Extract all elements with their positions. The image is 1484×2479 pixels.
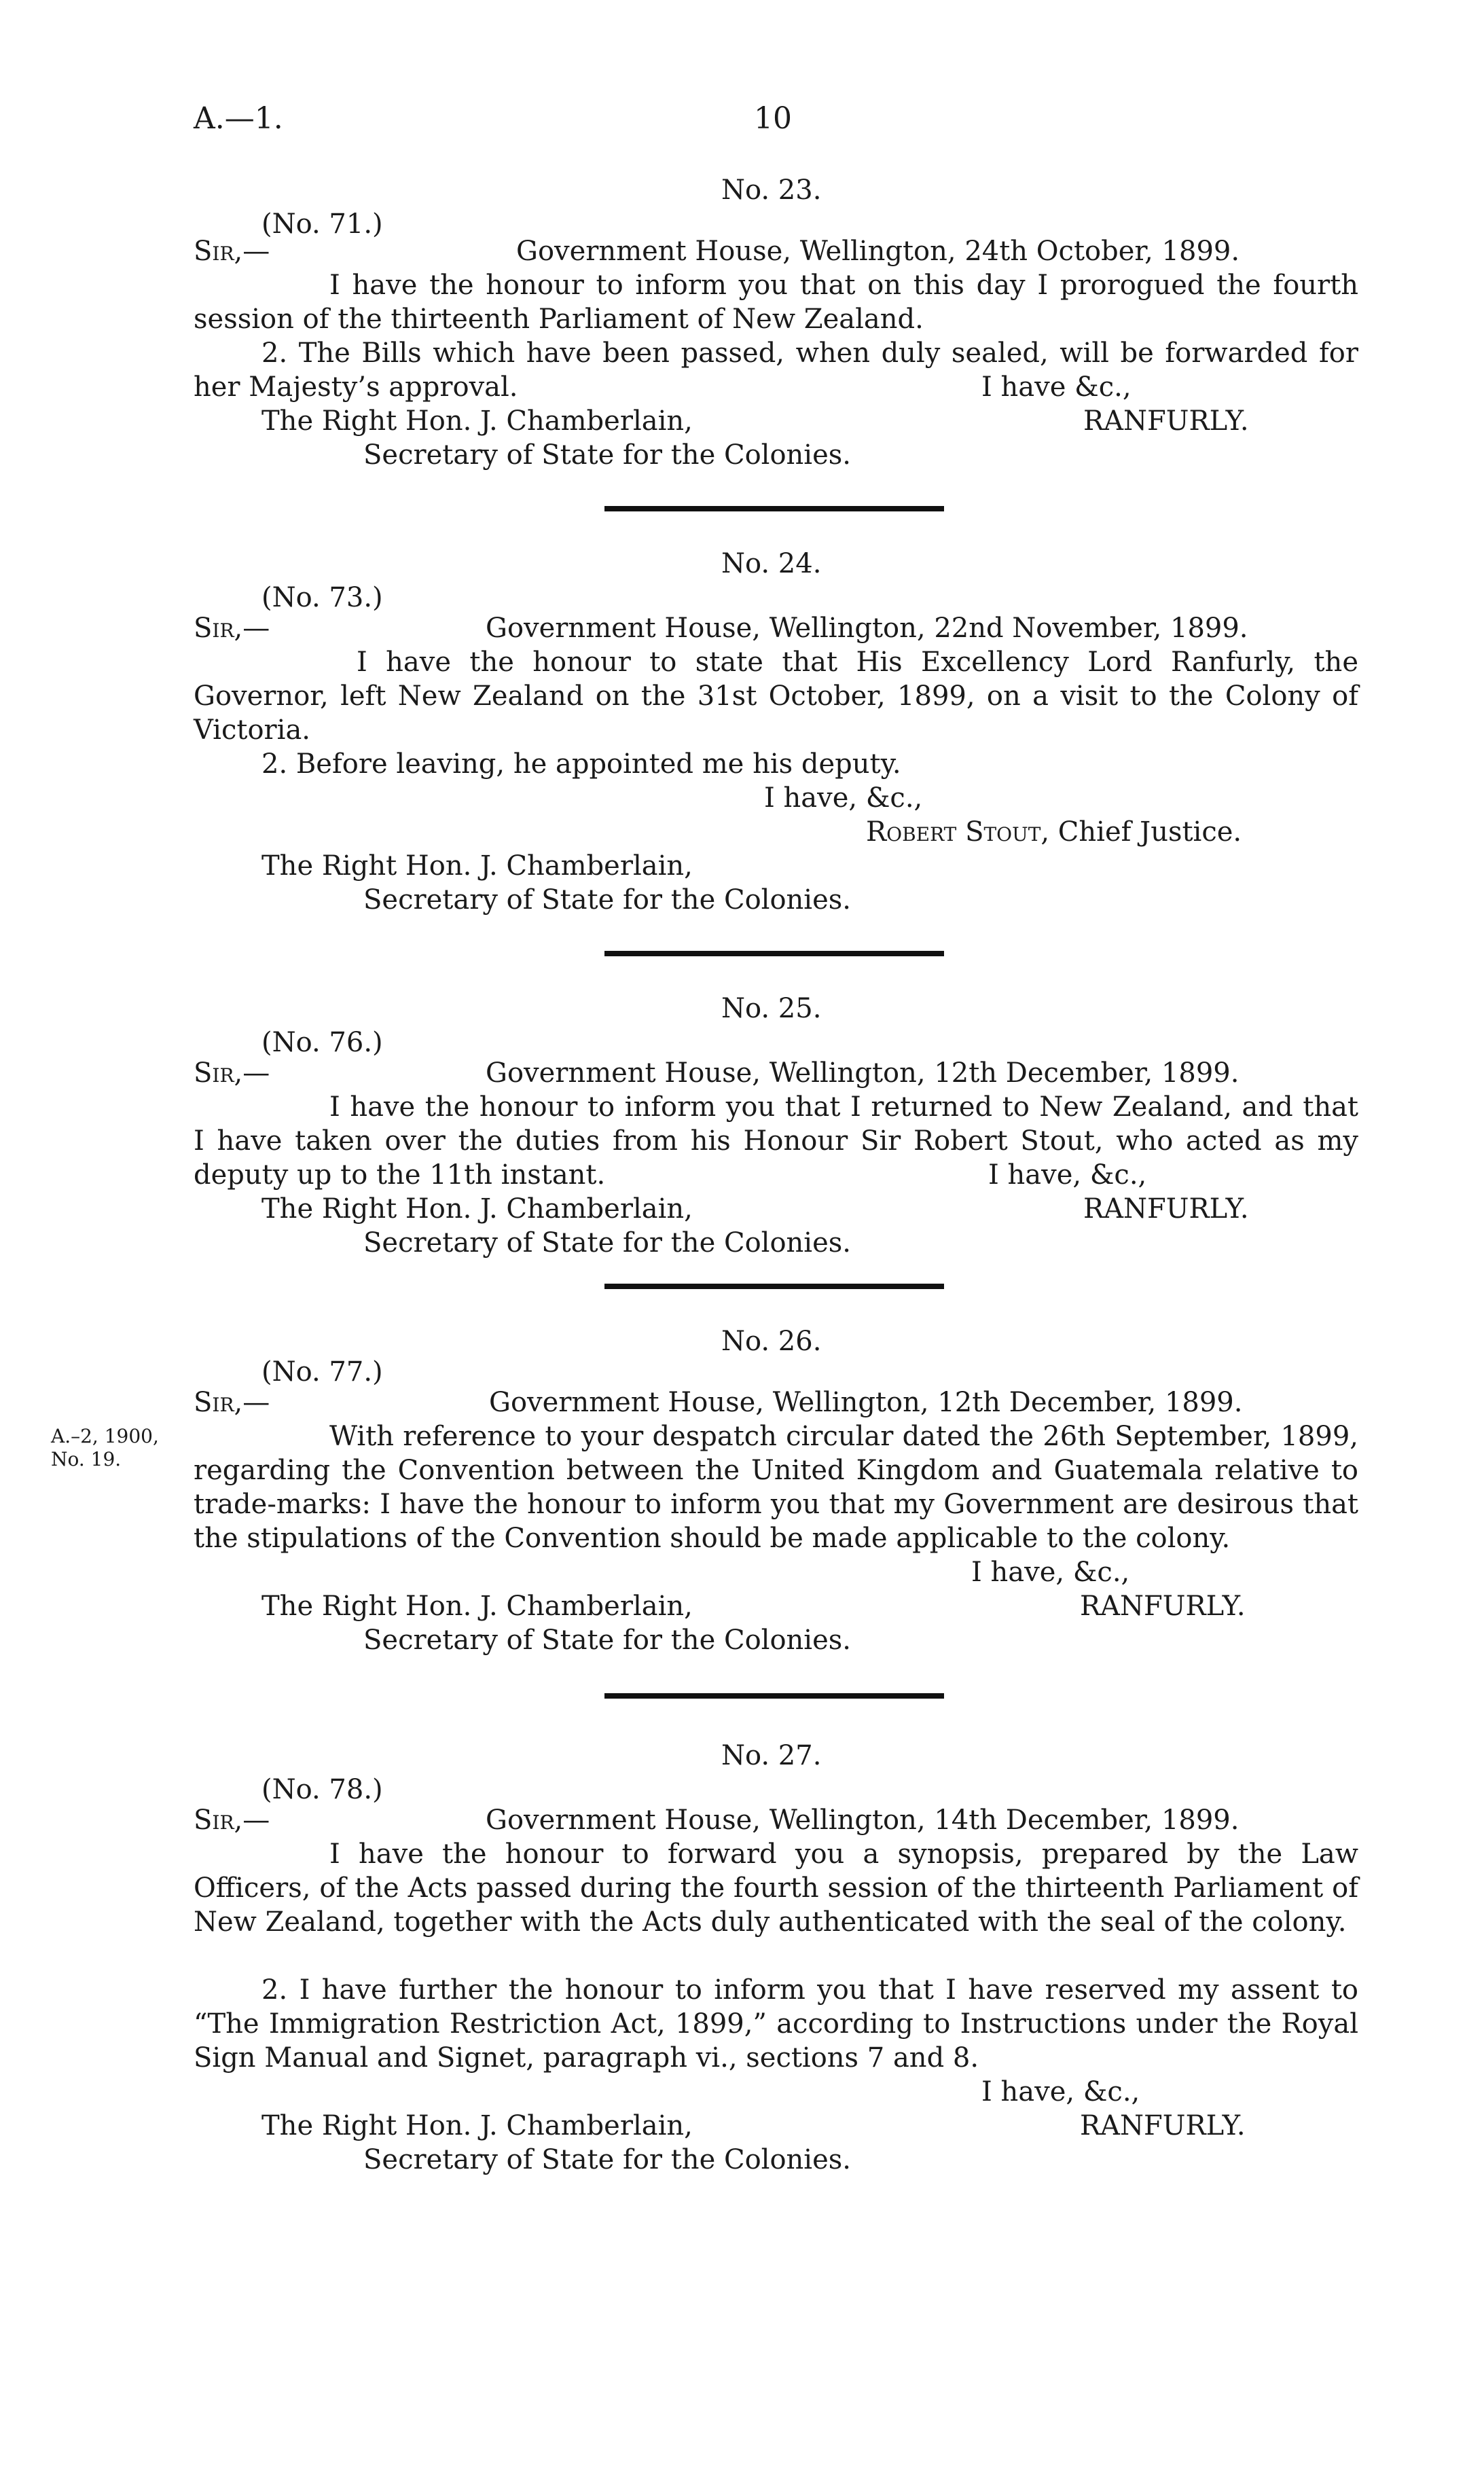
addressee-title: Secretary of State for the Colonies. <box>363 1625 851 1656</box>
dateline: Government House, Wellington, 14th December, 1899. <box>486 1805 1239 1836</box>
dateline: Government House, Wellington, 24th October, 1899. <box>516 236 1240 267</box>
signature-title: , Chief Justice. <box>1040 816 1242 848</box>
despatch-reference: (No. 76.) <box>261 1027 383 1058</box>
section-divider <box>604 1693 944 1699</box>
dateline: Government House, Wellington, 22nd November, 1899. <box>486 613 1248 644</box>
closing: I have &c., <box>981 372 1132 403</box>
letter-number: No. 23. <box>721 175 822 206</box>
margin-note-line: No. 19. <box>51 1448 122 1470</box>
margin-note-line: A.–2, 1900, <box>51 1425 159 1447</box>
signature: RANFURLY. <box>1080 2110 1246 2141</box>
paragraph: 2. Before leaving, he appointed me his deputy. <box>261 748 901 780</box>
addressee-title: Secretary of State for the Colonies. <box>363 2144 851 2175</box>
letter-number: No. 24. <box>721 548 822 579</box>
closing: I have, &c., <box>764 782 923 814</box>
addressee-title: Secretary of State for the Colonies. <box>363 1227 851 1259</box>
paragraph: With reference to your despatch circular dated the 26th September, 1899, regarding the Convention between the United Kingdom and Guatemala relative to trade-marks: I have the honour to inform you that my Government are desirous that the stipulations of the Convention should be made applicable to the colony. <box>194 1421 1358 1554</box>
addressee: The Right Hon. J. Chamberlain, <box>261 1193 693 1225</box>
signature-name: Robert Stout <box>866 816 1041 848</box>
addressee: The Right Hon. J. Chamberlain, <box>261 2110 693 2141</box>
letter-number: No. 27. <box>721 1740 822 1771</box>
paragraph: I have the honour to inform you that on this day I prorogued the fourth session of the thirteenth Parliament of New Zealand. <box>194 270 1358 335</box>
salutation: Sir,— <box>194 236 270 267</box>
signature: RANFURLY. <box>1083 405 1249 437</box>
salutation: Sir,— <box>194 1057 270 1089</box>
addressee-title: Secretary of State for the Colonies. <box>363 439 851 471</box>
document-code: A.—1. <box>194 101 283 136</box>
addressee: The Right Hon. J. Chamberlain, <box>261 850 693 882</box>
dateline: Government House, Wellington, 12th December, 1899. <box>486 1057 1239 1089</box>
closing: I have, &c., <box>971 1557 1130 1588</box>
signature: RANFURLY. <box>1080 1591 1246 1622</box>
section-divider <box>604 951 944 956</box>
paragraph: 2. The Bills which have been passed, when duly sealed, will be forwarded for her Majesty’s approval. <box>194 338 1358 403</box>
paragraph: 2. I have further the honour to inform you that I have reserved my assent to “The Immigration Restriction Act, 1899,” according to Instructions under the Royal Sign Manual and Signet, paragraph vi., sections 7 and 8. <box>194 1974 1358 2074</box>
addressee: The Right Hon. J. Chamberlain, <box>261 405 693 437</box>
salutation: Sir,— <box>194 1387 270 1418</box>
addressee-title: Secretary of State for the Colonies. <box>363 884 851 916</box>
letter-number: No. 26. <box>721 1326 822 1357</box>
page-number: 10 <box>754 101 792 136</box>
despatch-reference: (No. 71.) <box>261 209 383 240</box>
salutation: Sir,— <box>194 1805 270 1836</box>
signature <box>866 815 1242 849</box>
despatch-reference: (No. 77.) <box>261 1356 383 1388</box>
signature: RANFURLY. <box>1083 1193 1249 1225</box>
dateline: Government House, Wellington, 12th December, 1899. <box>489 1387 1243 1418</box>
salutation: Sir,— <box>194 613 270 644</box>
section-divider <box>604 506 944 511</box>
paragraph: I have the honour to forward you a synopsis, prepared by the Law Officers, of the Acts passed during the fourth session of the thirteenth Parliament of New Zealand, together with the Acts duly authenticated with the seal of the colony. <box>194 1839 1358 1938</box>
section-divider <box>604 1284 944 1289</box>
paragraph: I have the honour to state that His Excellency Lord Ranfurly, the Governor, left New Zealand on the 31st October, 1899, on a visit to the Colony of Victoria. <box>194 647 1358 746</box>
closing: I have, &c., <box>988 1159 1147 1191</box>
addressee: The Right Hon. J. Chamberlain, <box>261 1591 693 1622</box>
paragraph: I have the honour to inform you that I returned to New Zealand, and that I have taken over the duties from his Honour Sir Robert Stout, who acted as my deputy up to the 11th instant. <box>194 1091 1358 1191</box>
despatch-reference: (No. 78.) <box>261 1774 383 1805</box>
despatch-reference: (No. 73.) <box>261 582 383 613</box>
margin-note <box>51 1425 159 1471</box>
letter-number: No. 25. <box>721 993 822 1024</box>
closing: I have, &c., <box>981 2076 1140 2107</box>
